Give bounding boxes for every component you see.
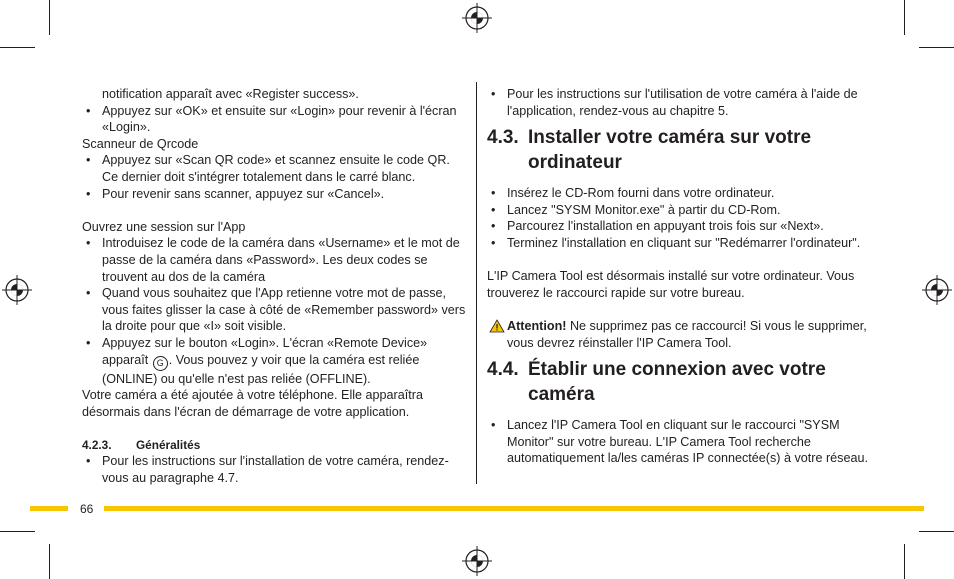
footer-bar	[104, 506, 924, 511]
crop-mark	[0, 531, 35, 532]
bullet-item: • Pour les instructions sur l'installation de votre caméra, rendez-vous au paragraphe 4.7.	[82, 453, 466, 486]
crop-mark	[49, 0, 50, 35]
heading-number: 4.3.	[487, 127, 519, 149]
bullet-item: • Lancez "SYSM Monitor.exe" à partir du CD-Rom.	[487, 202, 883, 219]
bullet-item: • Quand vous souhaitez que l'App retienne votre mot de passe, vous faites glisser la case à côté de «Remember password» vers la droite pour que «I» soit visible.	[82, 285, 466, 335]
bullet-item: • Pour revenir sans scanner, appuyez sur «Cancel».	[82, 186, 466, 203]
bullet-item: • Introduisez le code de la caméra dans «Username» et le mot de passe de la caméra dans «Password». Les deux codes se trouvent au dos de la caméra	[82, 235, 466, 285]
bullet-text: Appuyez sur le bouton «Login». L'écran «Remote Device» apparaît	[102, 335, 428, 367]
section-label: Scanneur de Qrcode	[82, 136, 199, 151]
attention-note	[487, 318, 883, 351]
bullet-item: • Appuyez sur «Scan QR code» et scannez ensuite le code QR. Ce dernier doit s'intégrer totalement dans le carré blanc.	[82, 152, 466, 185]
subsection-heading	[82, 437, 466, 454]
paragraph: Votre caméra a été ajoutée à votre téléphone. Elle apparaîtra désormais dans l'écran de démarrage de votre application.	[82, 388, 423, 419]
bullet-text: . Vous pouvez y voir que la caméra est reliée (ONLINE) ou qu'elle n'est pas reliée (OFFLINE).	[102, 352, 420, 386]
paragraph: L'IP Camera Tool est désormais installé sur votre ordinateur. Vous trouverez le raccourci rapide sur votre bureau.	[487, 269, 855, 300]
subsection-number: 4.2.3.	[82, 437, 112, 452]
attention-text: Ne supprimez pas ce raccourci! Si vous le supprimer, vous devrez réinstaller l'IP Camera Tool.	[507, 318, 867, 350]
bullet-item: • Terminez l'installation en cliquant sur "Redémarrer l'ordinateur".	[487, 235, 883, 252]
crop-mark	[919, 531, 954, 532]
registration-mark-icon	[2, 275, 32, 305]
crop-mark	[49, 544, 50, 579]
bullet-item: • Appuyez sur «OK» et ensuite sur «Login» pour revenir à l'écran «Login».	[82, 103, 466, 136]
bullet-item: • Lancez l'IP Camera Tool en cliquant sur le raccourci "SYSM Monitor" sur votre bureau. L'IP Camera Tool recherche automatiquement la/les caméras IP connectée(s) à votre réseau.	[487, 417, 883, 467]
heading-number: 4.4.	[487, 359, 519, 381]
crop-mark	[904, 0, 905, 35]
bullet-item: • Parcourez l'installation en appuyant trois fois sur «Next».	[487, 218, 883, 235]
bullet-item	[82, 335, 466, 387]
section-label: Ouvrez une session sur l'App	[82, 219, 246, 234]
heading-title: Installer votre caméra sur votre ordinateur	[528, 127, 812, 174]
paragraph: notification apparaît avec «Register success».	[102, 87, 359, 101]
page-number: 66	[80, 502, 94, 516]
crop-mark	[0, 47, 35, 48]
g-circle-icon: G	[153, 356, 168, 371]
heading-title: Établir une connexion avec votre caméra	[528, 359, 826, 406]
footer-bar	[30, 506, 68, 511]
bullet-item: • Pour les instructions sur l'utilisation de votre caméra à l'aide de l'application, rendez-vous au chapitre 5.	[487, 86, 883, 119]
crop-mark	[919, 47, 954, 48]
registration-mark-icon	[462, 546, 492, 576]
registration-mark-icon	[462, 3, 492, 33]
bullet-item: • Insérez le CD-Rom fourni dans votre ordinateur.	[487, 185, 883, 202]
registration-mark-icon	[922, 275, 952, 305]
attention-label: Attention!	[507, 318, 567, 333]
crop-mark	[904, 544, 905, 579]
section-heading-4-3	[487, 125, 883, 175]
column-divider	[476, 82, 477, 484]
warning-icon	[489, 319, 505, 333]
subsection-title: Généralités	[136, 437, 201, 452]
left-column	[82, 86, 466, 487]
right-column	[487, 86, 883, 467]
section-heading-4-4	[487, 357, 883, 407]
